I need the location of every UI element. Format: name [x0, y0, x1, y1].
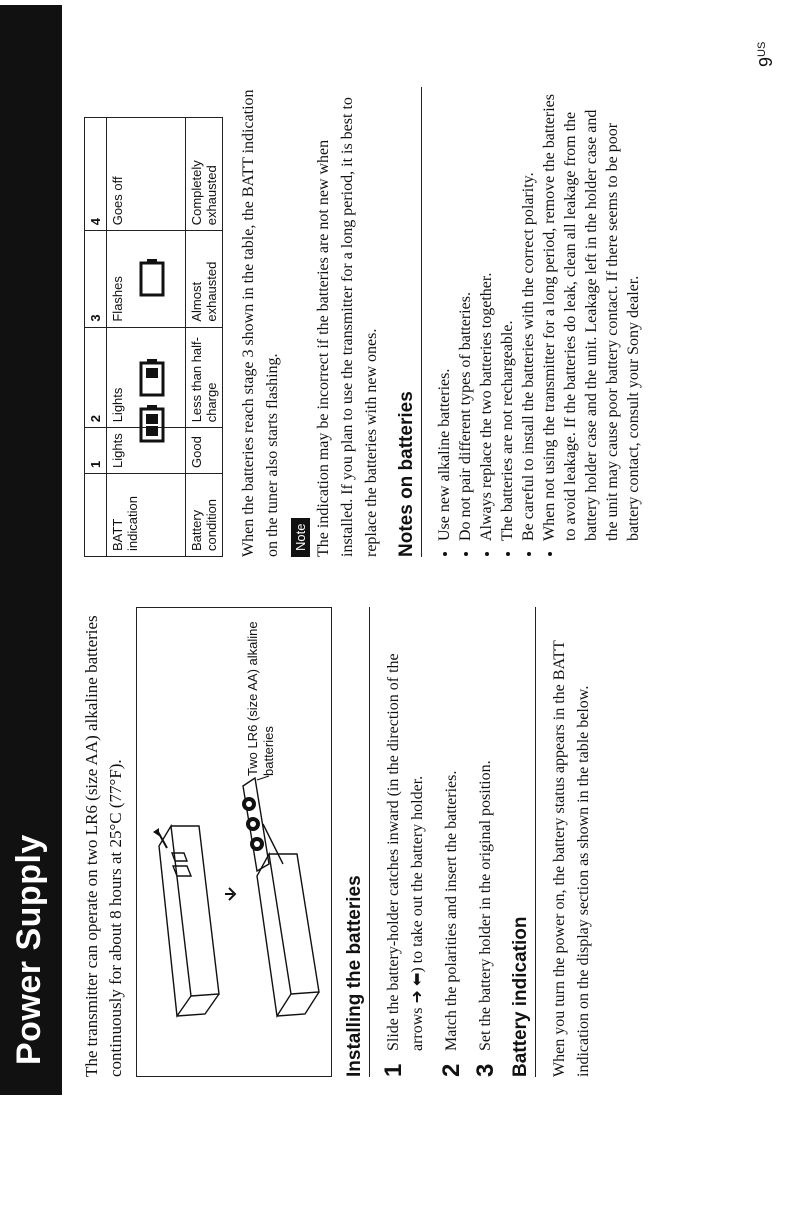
battery-indication-heading: Battery indication — [510, 607, 536, 1077]
figure-label: Two LR6 (size AA) alkaline batteries — [245, 621, 276, 776]
battery-figure — [136, 607, 332, 1077]
table-corner — [85, 474, 107, 557]
step-2 — [440, 607, 464, 1077]
list-item: • Use new alkaline batteries. — [434, 87, 455, 541]
step-1 — [382, 607, 430, 1077]
installing-heading: Installing the batteries — [344, 607, 370, 1077]
condition-cell: Good — [186, 428, 223, 474]
left-column — [80, 607, 596, 1077]
indication-text: Lights — [110, 433, 125, 468]
table-col-header: 4 — [85, 118, 107, 231]
right-column — [80, 87, 644, 557]
table-col-header: 3 — [85, 231, 107, 327]
page-number-main: 9 — [756, 56, 776, 67]
list-item: • The batteries are not rechargeable. — [497, 87, 518, 541]
list-item: • Always replace the two batteries together. — [476, 87, 497, 541]
battery-status-table — [84, 117, 223, 557]
condition-cell: Almost exhausted — [186, 231, 223, 327]
indication-cell — [107, 118, 186, 231]
indication-cell — [107, 231, 186, 327]
page-title: Power Supply — [10, 834, 48, 1065]
step-text: Set the battery holder in the original position. — [477, 760, 494, 1051]
table-col-header: 1 — [85, 428, 107, 474]
step-number: 3 — [472, 1063, 499, 1077]
battery-holder-illustration — [137, 606, 333, 1076]
header-bar — [0, 5, 62, 1095]
step-3 — [474, 607, 498, 1077]
notes-heading: Notes on batteries — [396, 87, 422, 557]
table-col-header: 2 — [85, 327, 107, 428]
table-row — [107, 118, 186, 557]
list-item: • Do not pair different types of batteries. — [455, 87, 476, 541]
list-item: • Be careful to install the batteries with the correct polarity. — [518, 87, 539, 541]
notes-list — [434, 87, 644, 557]
step-text: Slide the battery-holder catches inward (in the direction of the arrows ➜ ⬅) to take out the battery holder. — [385, 653, 426, 1051]
indication-text: Goes off — [110, 176, 125, 226]
step-number: 1 — [380, 1063, 407, 1077]
indication-cell — [107, 327, 186, 428]
indication-cell — [107, 428, 186, 474]
list-item: • When not using the transmitter for a long period, remove the batteries to avoid leakage. If the batteries do leak, clean all leakage from the battery holder case and the unit. Leakage left in the holder case and the unit may cause poor battery contact. If there seems to be poor battery contact, consult your Sony dealer. — [539, 87, 644, 541]
table-header-row — [85, 118, 107, 557]
note-text: The indication may be incorrect if the batteries are not new when installed. If you plan to use the transmitter for a long period, it is best to replace the batteries with new ones. — [315, 97, 380, 557]
battery-indication-text: When you turn the power on, the battery status appears in the BATT indication on the display section as shown in the table below. — [551, 640, 592, 1077]
arrow-down-icon — [225, 888, 235, 900]
indication-text: Flashes — [110, 276, 125, 322]
note-badge: Note — [291, 518, 310, 557]
intro-text: The transmitter can operate on two LR6 (size AA) alkaline batteries continuously for about 8 hours at 25°C (77°F). — [82, 615, 125, 1077]
page-number — [756, 42, 777, 67]
step-text: Match the polarities and insert the batteries. — [443, 770, 460, 1051]
condition-cell: Less than half-charge — [186, 327, 223, 428]
battery-half-icon — [137, 357, 167, 397]
stage-text: When the batteries reach stage 3 shown in the table, the BATT indication on the tuner also starts flashing. — [240, 89, 281, 557]
indication-text: Lights — [110, 387, 125, 423]
condition-cell: Completely exhausted — [186, 118, 223, 231]
step-number: 2 — [438, 1063, 465, 1077]
battery-empty-icon — [137, 257, 167, 297]
row-label-indication: BATT indication — [107, 474, 186, 557]
page-number-suffix: US — [756, 41, 768, 57]
row-label-condition: Battery condition — [186, 474, 223, 557]
table-row — [186, 118, 223, 557]
